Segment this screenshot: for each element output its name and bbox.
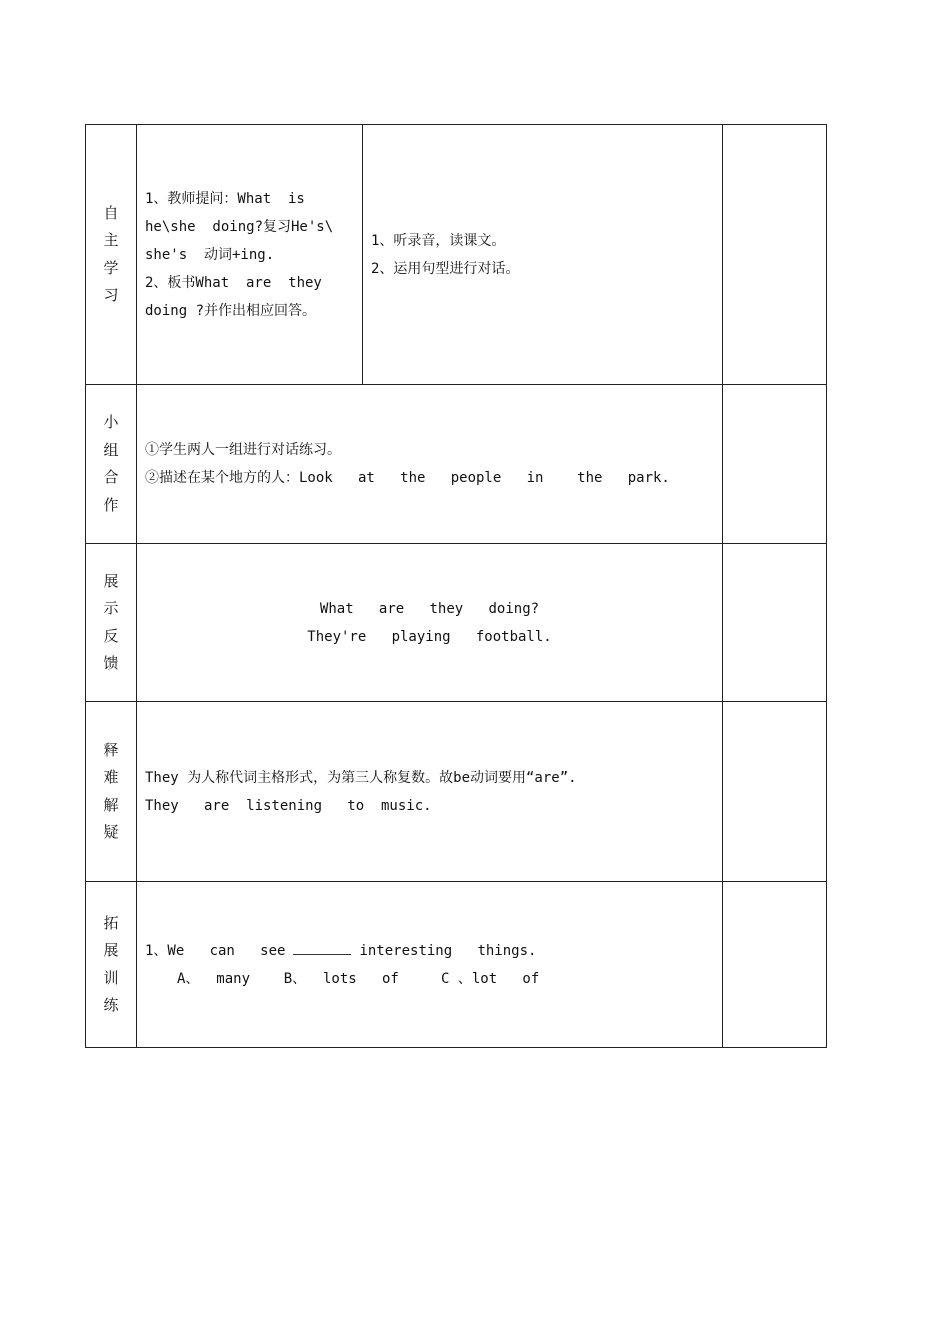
table-row [86,125,827,385]
content-cell [137,385,723,544]
notes-cell [723,385,827,544]
content-cell [137,544,723,702]
text-line: 1、教师提问：What is [145,190,305,207]
label-char: 反 [103,626,119,645]
text-line: he\she doing?复习He's\ [145,218,334,235]
label-char: 小 [103,413,119,431]
table-row [86,702,827,882]
text-line: 2、运用句型进行对话。 [371,260,520,277]
label-char: 训 [103,968,119,987]
teacher-activity-cell [137,125,363,385]
notes-cell [723,544,827,702]
label-char: 难 [103,768,119,786]
text-line: she's 动词+ing. [145,246,275,263]
label-char: 合 [103,468,119,486]
section-label [86,544,137,702]
text-line: What are they doing? [319,600,540,617]
table-row [86,882,827,1048]
label-char: 拓 [103,913,119,932]
label-char: 示 [103,599,119,617]
notes-cell [723,125,827,385]
section-label [86,882,137,1048]
table-row [86,385,827,544]
label-char: 作 [103,495,119,514]
label-char: 展 [103,941,119,959]
exercise-question [145,937,716,965]
label-char: 疑 [103,823,119,841]
text-line: 2、板书What are they [145,274,322,291]
label-char: 馈 [103,654,119,672]
lesson-plan-table [85,124,827,1048]
student-activity-cell [363,125,723,385]
section-label [86,702,137,882]
label-char: 练 [103,996,119,1014]
section-label [86,125,137,385]
content-cell [137,702,723,882]
notes-cell [723,882,827,1048]
table-row [86,544,827,702]
text-line: ①学生两人一组进行对话练习。 [145,442,341,458]
question-prefix: 1、We can see [145,942,286,959]
text-line: They 为人称代词主格形式，为第三人称复数。故be动词要用“are”. [145,769,577,786]
label-char: 学 [103,258,119,277]
question-suffix: interesting things. [359,942,537,959]
content-cell [137,882,723,1048]
label-char: 自 [103,203,119,222]
text-line: 1、听录音，读课文。 [371,232,506,249]
notes-cell [723,702,827,882]
label-char: 主 [103,231,119,249]
label-char: 释 [103,740,119,759]
text-line: They're playing football. [307,628,552,645]
text-line: ②描述在某个地方的人：Look at the people in the park. [145,470,670,486]
label-char: 习 [103,286,119,304]
text-line: doing ?并作出相应回答。 [145,302,317,319]
section-label [86,385,137,544]
label-char: 组 [103,440,119,459]
text-line: They are listening to music. [145,797,432,814]
answer-blank [293,940,351,955]
exercise-options: A、 many B、 lots of C 、lot of [177,970,540,987]
label-char: 展 [103,571,119,590]
label-char: 解 [103,795,119,814]
